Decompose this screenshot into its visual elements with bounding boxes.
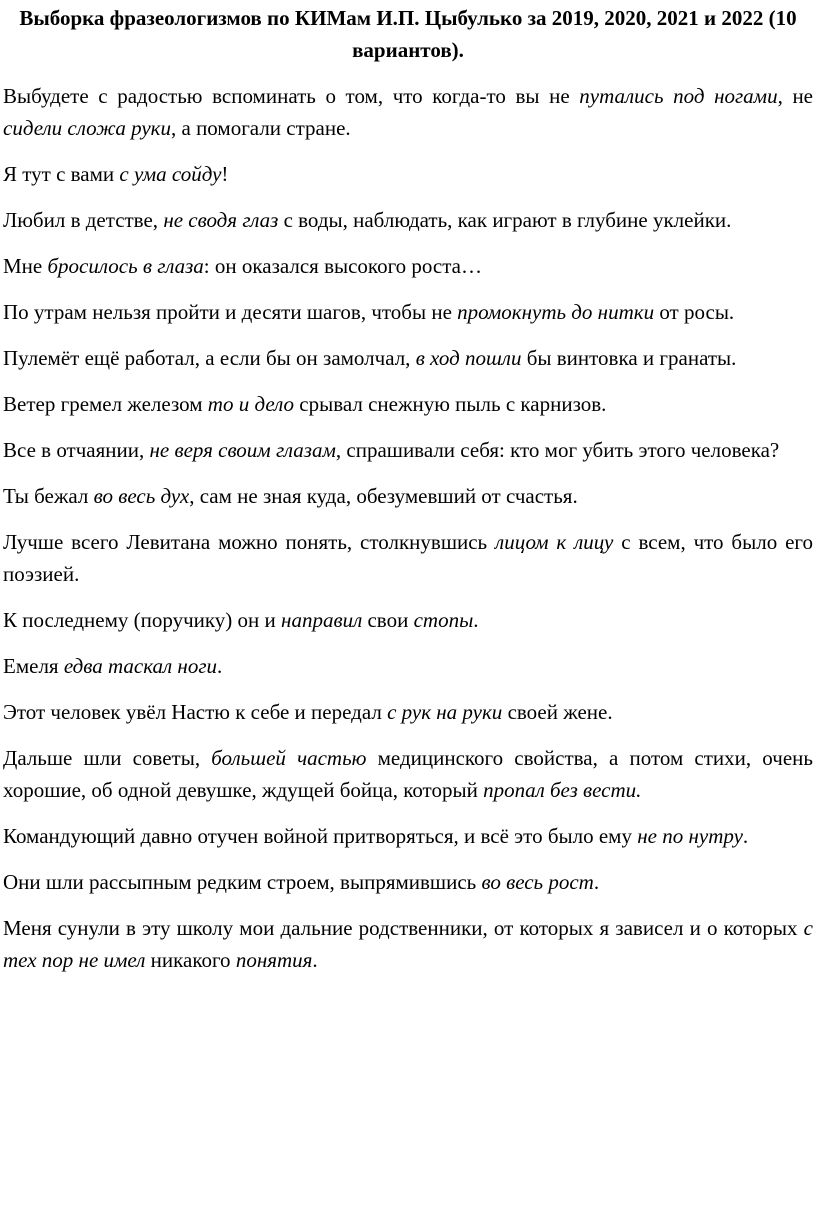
- phraseologism-text: промокнуть до нитки: [457, 300, 655, 324]
- phraseologism-text: бросилось в глаза: [47, 254, 204, 278]
- paragraph: [3, 480, 813, 512]
- phraseologism-text: сидели сложа руки: [3, 116, 171, 140]
- paragraph-text: Мне: [3, 254, 48, 278]
- paragraph-text: .: [473, 608, 479, 632]
- paragraph-text: бы винтовка и гранаты.: [521, 346, 737, 370]
- phraseologism-text: с ума сойду: [119, 162, 222, 186]
- paragraph: [3, 250, 813, 282]
- phraseologism-text: большей частью: [211, 746, 367, 770]
- phraseologism-text: с тех пор не имел: [3, 916, 813, 972]
- paragraph: [3, 158, 813, 190]
- paragraph-text: : он оказался высокого роста…: [203, 254, 483, 278]
- paragraph-text: Я тут с вами: [3, 162, 120, 186]
- paragraph-text: Этот человек увёл Настю к себе и передал: [3, 700, 388, 724]
- paragraph: [3, 526, 813, 590]
- paragraph: [3, 388, 813, 420]
- document-title: Выборка фразеологизмов по КИМам И.П. Цыбулько за 2019, 2020, 2021 и 2022 (10 вариантов).: [19, 6, 797, 62]
- paragraph-text: Пулемёт ещё работал, а если бы он замолчал,: [3, 346, 416, 370]
- phraseologism-text: не по нутру: [637, 824, 743, 848]
- phraseologism-text: не сводя глаз: [163, 208, 279, 232]
- paragraph-text: с воды, наблюдать, как играют в глубине уклейки.: [278, 208, 732, 232]
- paragraph-text: никакого: [145, 948, 236, 972]
- paragraph: [3, 650, 813, 682]
- paragraph: [3, 80, 813, 144]
- paragraph: [3, 296, 813, 328]
- phraseologism-text: во весь рост: [481, 870, 594, 894]
- paragraph-text: с всем, что было его поэзией.: [3, 530, 814, 586]
- paragraph-text: .: [742, 824, 749, 848]
- phraseologism-text: пропал без вести.: [483, 778, 642, 802]
- phraseologism-text: направил: [281, 608, 363, 632]
- paragraph-text: Любил в детстве,: [3, 208, 164, 232]
- paragraph-text: , спрашивали себя: кто мог убить этого человека?: [335, 438, 780, 462]
- paragraph: [3, 204, 813, 236]
- paragraph: [3, 742, 813, 806]
- paragraph-text: Командующий давно отучен войной притворяться, и всё это было ему: [3, 824, 638, 848]
- paragraph: [3, 434, 813, 466]
- paragraph-text: Лучше всего Левитана можно понять, столкнувшись: [3, 530, 496, 554]
- phraseologism-text: едва таскал ноги: [63, 654, 218, 678]
- phraseologism-text: с рук на руки: [387, 700, 503, 724]
- phraseologism-text: стопы: [413, 608, 474, 632]
- phraseologism-text: во весь дух: [93, 484, 190, 508]
- paragraph-text: Дальше шли советы,: [3, 746, 212, 770]
- phraseologism-text: понятия: [235, 948, 313, 972]
- paragraph: [3, 866, 813, 898]
- paragraph-text: .: [312, 948, 318, 972]
- paragraph-text: , сам не зная куда, обезумевший от счастья.: [189, 484, 578, 508]
- paragraph: [3, 342, 813, 374]
- paragraph: [3, 604, 813, 636]
- paragraph-text: от росы.: [654, 300, 735, 324]
- paragraph-text: своей жене.: [502, 700, 613, 724]
- paragraph-text: Ветер гремел железом: [3, 392, 208, 416]
- paragraph-text: Они шли рассыпным редким строем, выпрямившись: [3, 870, 482, 894]
- phraseologism-text: лицом к лицу: [495, 530, 614, 554]
- phraseologism-text: то и дело: [207, 392, 295, 416]
- paragraph-text: .: [593, 870, 600, 894]
- paragraph-text: , а помогали стране.: [171, 116, 351, 140]
- phraseologism-text: не веря своим глазам: [149, 438, 336, 462]
- phraseologism-text: в ход пошли: [415, 346, 522, 370]
- paragraph-text: свои: [362, 608, 414, 632]
- paragraph: [3, 912, 813, 976]
- phraseologism-text: путались под ногами: [579, 84, 778, 108]
- paragraph-text: По утрам нельзя пройти и десяти шагов, чтобы не: [3, 300, 458, 324]
- paragraph-text: .: [217, 654, 223, 678]
- paragraph-text: Меня сунули в эту школу мои дальние родственники, от которых я зависел и о которых: [3, 916, 804, 940]
- paragraph: [3, 696, 813, 728]
- paragraph-text: К последнему (поручику) он и: [3, 608, 282, 632]
- paragraph-text: , не: [777, 84, 814, 108]
- paragraph-text: Ты бежал: [3, 484, 94, 508]
- document-page: [3, 0, 813, 976]
- paragraph-text: !: [221, 162, 229, 186]
- paragraph-list: [3, 80, 813, 976]
- paragraph-text: Все в отчаянии,: [3, 438, 150, 462]
- paragraph: [3, 820, 813, 852]
- paragraph-text: медицинского свойства, а потом стихи, очень хорошие, об одной девушке, ждущей бойца, который: [3, 746, 813, 802]
- paragraph-text: срывал снежную пыль с карнизов.: [294, 392, 607, 416]
- paragraph-text: Емеля: [3, 654, 64, 678]
- paragraph-text: Выбудете с радостью вспоминать о том, что когда-то вы не: [3, 84, 580, 108]
